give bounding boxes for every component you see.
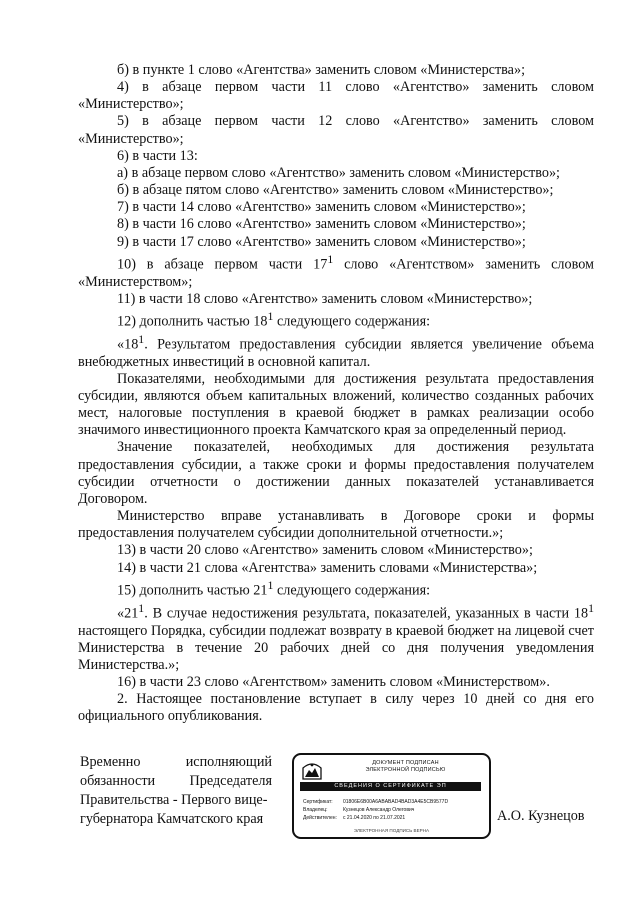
stamp-footer: ЭЛЕКТРОННАЯ ПОДПИСЬ ВЕРНА bbox=[353, 828, 430, 833]
signatory-line bbox=[80, 772, 272, 791]
text-run: 15) дополнить частью 21 bbox=[117, 582, 268, 599]
text-run: настоящего Порядка, субсидии подлежат возврату в краевой бюджет на лицевой счет Министерства в течение 20 рабочих дней со дня получения уведомления Министерства.»; bbox=[78, 622, 594, 673]
text-run: 10) в абзаце первом части 17 bbox=[117, 256, 328, 273]
paragraph: 7) в части 14 слово «Агентство» заменить словом «Министерство»; bbox=[117, 199, 526, 216]
superscript: 1 bbox=[138, 600, 145, 615]
signatory-line bbox=[80, 753, 272, 772]
stamp-row-owner bbox=[303, 807, 414, 813]
text-run: следующего содержания: bbox=[273, 313, 431, 330]
paragraph bbox=[78, 600, 594, 674]
stamp-row-valid bbox=[303, 815, 405, 821]
superscript: 1 bbox=[138, 331, 145, 346]
stamp-header bbox=[328, 760, 483, 773]
signatory-word: Председателя bbox=[189, 773, 272, 789]
coat-of-arms-icon bbox=[301, 759, 323, 781]
signatory-word: исполняющий bbox=[185, 754, 272, 770]
stamp-label: Действителен: bbox=[303, 815, 337, 821]
text-run: «18 bbox=[117, 336, 139, 353]
signatory-line: губернатора Камчатского края bbox=[80, 811, 264, 827]
text-run: следующего содержания: bbox=[273, 582, 431, 599]
paragraph: 2. Настоящее постановление вступает в силу через 10 дней со дня его официального опубликования. bbox=[78, 691, 594, 725]
stamp-label: Сертификат: bbox=[303, 799, 333, 805]
paragraph: 5) в абзаце первом части 12 слово «Агентство» заменить словом «Министерство»; bbox=[78, 113, 594, 147]
paragraph bbox=[78, 331, 594, 371]
paragraph bbox=[78, 308, 594, 331]
electronic-signature-stamp bbox=[292, 753, 491, 839]
paragraph: Показателями, необходимыми для достижения результата предоставления субсидии, являются объем капитальных вложений, количество созданных рабочих мест, налоговые поступления в краевой бюджет в рамках реализации особо значимого инвестиционного проекта Камчатского края за определенный период. bbox=[78, 370, 594, 439]
superscript: 1 bbox=[267, 577, 274, 592]
text-run: «21 bbox=[117, 605, 139, 622]
paragraph: Значение показателей, необходимых для достижения результата предоставления субсидии, а также сроки и формы предоставления получателем субсидии отчетности о достижении данных показателей устанавливается Договором. bbox=[78, 439, 594, 507]
paragraph: 16) в части 23 слово «Агентством» заменить словом «Министерством». bbox=[117, 673, 550, 690]
stamp-value: с 21.04.2020 по 21.07.2021 bbox=[343, 815, 406, 821]
stamp-row-certificate bbox=[303, 799, 448, 805]
paragraph: 6) в части 13: bbox=[117, 147, 198, 164]
paragraph: а) в абзаце первом слово «Агентство» заменить словом «Министерство»; bbox=[117, 164, 560, 181]
paragraph bbox=[78, 577, 594, 600]
text-run: 12) дополнить частью 18 bbox=[117, 313, 268, 330]
stamp-header-line: ДОКУМЕНТ ПОДПИСАН bbox=[372, 760, 439, 766]
paragraph: 9) в части 17 слово «Агентство» заменить словом «Министерство»; bbox=[117, 233, 526, 250]
signatory-word: обязанности bbox=[80, 773, 156, 789]
superscript: 1 bbox=[327, 251, 334, 266]
superscript: 1 bbox=[588, 600, 594, 615]
paragraph: Министерство вправе устанавливать в Договоре сроки и формы предоставления получателем субсидии дополнительной отчетности.»; bbox=[78, 508, 594, 542]
text-run: . Результатом предоставления субсидии является увеличение объема внебюджетных инвестиций в основной капитал. bbox=[78, 336, 594, 370]
amendments-block bbox=[78, 62, 594, 725]
paragraph: 11) в части 18 слово «Агентство» заменить словом «Министерство»; bbox=[117, 290, 533, 307]
stamp-title-bar: СВЕДЕНИЯ О СЕРТИФИКАТЕ ЭП bbox=[300, 782, 481, 791]
paragraph: б) в абзаце пятом слово «Агентство» заменить словом «Министерство»; bbox=[117, 182, 554, 199]
text-run: слово «Агентством» заменить словом «Министерством»; bbox=[78, 256, 594, 290]
paragraph: б) в пункте 1 слово «Агентства» заменить словом «Министерства»; bbox=[117, 62, 526, 78]
stamp-header-line: ЭЛЕКТРОННОЙ ПОДПИСЬЮ bbox=[365, 766, 446, 773]
paragraph bbox=[78, 251, 594, 291]
paragraph: 8) в части 16 слово «Агентство» заменить словом «Министерство»; bbox=[117, 216, 526, 233]
signatory-word: Временно bbox=[80, 754, 141, 770]
paragraph: 13) в части 20 слово «Агентство» заменить словом «Министерство»; bbox=[117, 542, 533, 559]
paragraph: 4) в абзаце первом части 11 слово «Агентство» заменить словом «Министерство»; bbox=[78, 79, 594, 113]
paragraph: 14) в части 21 слова «Агентства» заменить словами «Министерства»; bbox=[117, 559, 538, 576]
signatory-name: А.О. Кузнецов bbox=[497, 808, 585, 824]
stamp-value: 01806E6B00A6ABABAD4BAD3A4E5CB9577D bbox=[343, 799, 449, 805]
signatory-block bbox=[80, 753, 272, 829]
stamp-value: Кузнецов Александр Олегович bbox=[343, 807, 415, 813]
superscript: 1 bbox=[267, 308, 274, 323]
text-run: . В случае недостижения результата, показателей, указанных в части 18 bbox=[144, 605, 589, 622]
stamp-label: Владелец: bbox=[303, 807, 328, 813]
signatory-line: Правительства - Первого вице- bbox=[80, 792, 268, 808]
